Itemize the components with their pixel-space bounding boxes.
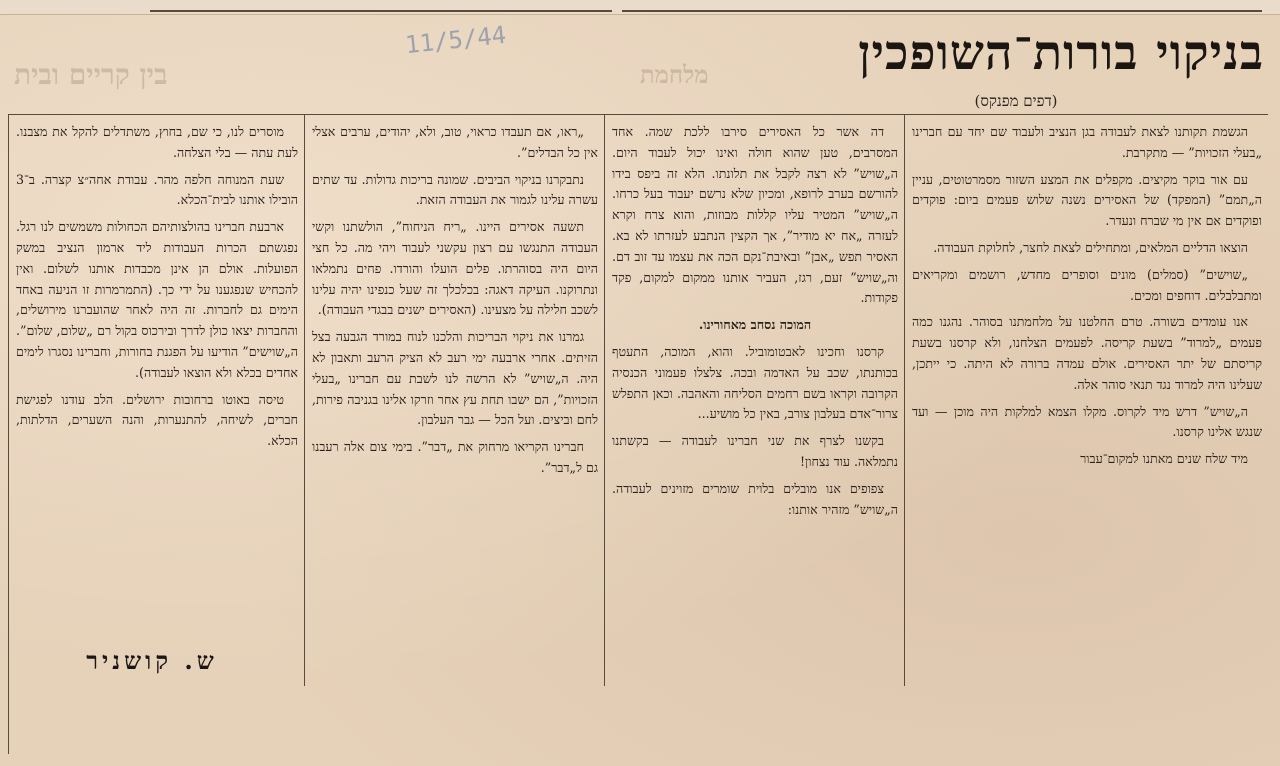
paragraph: ה„שויש” דרש מיד לקרוס. מקלו הצמא למלקות היה מוכן — ועד שנגש אלינו קרסנו. <box>912 403 1262 440</box>
paragraph: אנו עומדים בשורה. טרם החלטנו על מלחמתנו בסוהר. נהגנו כמה פעמים „למרוד” בשעת קריסה. לפעמים הצלחנו, ולא קרסנו בשעת קריסתם של יתר האסירים. אולם עמדה ברורה לא היתה. כי ייתכן, שעלינו היה למרוד נגד תנאי סוהר אלה. <box>912 314 1262 392</box>
column-divider <box>8 114 9 754</box>
paragraph: הגשמת תקותנו לצאת לעבודה בגן הנציב ולעבוד שם יחד עם חברינו „בעלי הזכויות” — מתקרבת. <box>912 124 1262 160</box>
article-column-2 <box>612 122 898 700</box>
paragraph: טיסה באוטו ברחובות ירושלים. הלב עודנו לפגישת חברים, לשיחה, להתנערות, והנה השערים, הדלתות, הכלא. <box>16 391 298 449</box>
author-signature: ש. קושניר <box>86 646 218 675</box>
top-rule <box>622 10 1262 12</box>
article-subhead: (דפים מפנקס) <box>974 92 1058 110</box>
article-column-3 <box>312 122 598 700</box>
paragraph: נתבקרנו בניקוי הביבים. שמונה בריכות גדולות. עד שתים עשרה עלינו לגמור את העבודה הזאת. <box>312 171 598 208</box>
paragraph: „שוישים” (סמלים) מונים וסופרים מחדש, רושמים ומקריאים ומתבלבלים. דוחפים ומכים. <box>912 266 1262 303</box>
paragraph: חברינו הקריאו מרחוק את „דבר”. בימי צום אלה רעבנו גם ל„דבר”. <box>312 439 598 475</box>
paragraph: קרסנו וחכינו לאבטומוביל. והוא, המוכה, התעטף בכותנתו, שכב על האדמה ובכה. צלצלו פעמוני הכנסיה הקרובה וקראו בשם רחמים הסליחה והאהבה. וכאן התפלש צרור־אדם בעלבון צורב, באין כל מושיע... <box>612 343 898 422</box>
paragraph: שעת המנוחה חלפה מהר. עבודת אחה״צ קצרה. ב־3 הובילו אותנו לבית־הכלא. <box>16 171 298 208</box>
column-divider <box>604 114 605 686</box>
paragraph: מוסרים לנו, כי שם, בחוץ, משתדלים להקל את מצבנו. לעת עתה — בלי הצלחה. <box>16 124 298 160</box>
paragraph: דה אשר כל האסירים סירבו ללכת שמה. אחד המסרבים, טען שהוא חולה ואינו יכול לעבוד היום. ה„שויש” לא רצה לקבל את תלונתו. הלא זה ביפס בידו להורשם בערב לרופא, ומכיון שלא נרשם יעבוד בעל כרחו. ה„שויש” המטיר עליו קללות מבוזות, והוא צרח וקרא לעזרה „אח יא מודיר”, אך הקצין הנתבע לעזרתו לא בא. האסיר תפש „אבן” ובאיבת־נקם הכה את עצמו עד זוב דם. וה„שויש” זעם, רגז, העביר אותנו ממקום למקום, פקד פקודות. <box>612 124 898 306</box>
paragraph: המוכה נסחב מאחורינו. <box>698 317 812 333</box>
paragraph: בקשנו לצרף את שני חברינו לעבודה — בקשתנו נתמלאה. עוד נצחון! <box>612 433 898 469</box>
bleed-through-text: מלחמת <box>640 60 709 89</box>
paragraph: צפופים אנו מובלים בלוית שומרים מזוינים לעבודה. ה„שויש” מזהיר אותנו: <box>612 480 898 517</box>
paragraph: „ראו, אם תעבדו כראוי, טוב, ולא, יהודים, ערבים אצלי אין כל הבדלים”. <box>312 124 598 160</box>
column-divider <box>904 114 905 686</box>
paragraph: ארבעת חברינו בהולצותיהם הכחולות משמשים לנו רגל. נפגשתם הכרות העבודות ליד ארמון הנציב במשק הפועלות. אולם הן אינן מכבדות אותנו לשלום. ואין להכחיש שנפגענו על ידי כך. (התמרמרות זו הניעה באחד הימים גם לחברות. זה היה לאחר שהועברנו מירושלים, והחברות יצאו כולן לדרך ובירכוס בקול רם „שלום, שלום”. ה„שוישים” הודיעו על הפגנת בחורות, וחברינו נסגרו לימים אחדים בכלא ולא הוצאו לעבודה). <box>16 219 298 380</box>
paragraph: מיד שלח שנים מאתנו למקום־עבור <box>1080 451 1248 467</box>
article-column-4 <box>16 122 298 632</box>
paragraph: תשעה אסירים היינו. „ריח הניחוח”, הולשתנו וקשי העבודה התנגשו עם רצון עקשני לעבוד ויהי מה. כל חצי היום היה בסוהרתו. פלים הועלו והורדו. פחים נתמלאו ונתרוקנו. העיקה דאגה: בכלכלך זה שעל כנפינו יהיה עלינו לשכב חלילה על מצעינו. (האסירים ישנים בבגדי העבודה). <box>312 219 598 318</box>
handwritten-date: 11/5/44 <box>403 20 508 60</box>
paragraph: עם אור בוקר מקיצים. מקפלים את המצע השזור מסמרטוטים, עניין ה„תמם” (המפקד) של האסירים נשנה שלוש פעמים ביום: פוקדים ופוקדים אם אין מי שברח ונעדר. <box>912 171 1262 229</box>
bleed-through-text: בין קריים ובית <box>14 58 168 91</box>
paper-top-edge <box>0 0 1280 15</box>
top-rule <box>8 114 1268 115</box>
top-rule <box>150 10 612 12</box>
article-column-1 <box>912 122 1262 700</box>
column-divider <box>304 114 305 686</box>
paragraph: הוצאו הדליים המלאים, ומתחילים לצאת לחצר, לחלוקת העבודה. <box>933 239 1248 255</box>
article-headline: בניקוי בורות־השופכין <box>858 25 1264 81</box>
paragraph: גמרנו את ניקוי הבריכות והלכנו לנוח במורד הגבעה בצל הזיתים. אחרי ארבעה ימי רעב לא הציק הרעב ותאבון לא היה. ה„שויש” לא הרשה לנו לשבת עם חברינו „בעלי הזכויות”, הם ישבו תחת עץ אחר וזרקו אלינו בגניבה פירות, לחם וביצים. ועל הכל — גבר העלבון. <box>312 329 598 428</box>
